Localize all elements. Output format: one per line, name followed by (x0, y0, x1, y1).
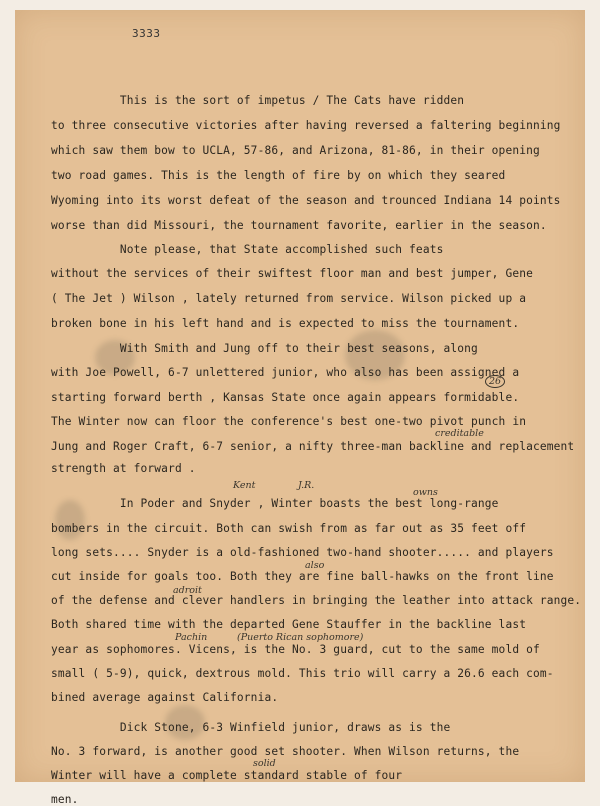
text-line: with Joe Powell, 6-7 unlettered junior, who also has been assigned a (51, 366, 520, 379)
text-line: strength at forward . (51, 462, 196, 475)
text-line: worse than did Missouri, the tournament favorite, earlier in the season. (51, 219, 547, 232)
handwritten-circled-number: 26 (485, 375, 505, 388)
text-line: year as sophomores. Vicens, is the No. 3 guard, cut to the same mold of (51, 643, 540, 656)
text-line: which saw them bow to UCLA, 57-86, and Arizona, 81-86, in their opening (51, 144, 540, 157)
handwritten-annotation: creditable (435, 428, 484, 439)
handwritten-annotation: (Puerto Rican sophomore) (237, 632, 364, 643)
handwritten-annotation: also (305, 560, 325, 571)
text-line: bined average against California. (51, 691, 279, 704)
text-line: In Poder and Snyder , Winter boasts the best long-range (51, 497, 499, 510)
handwritten-annotation: owns (413, 487, 438, 498)
text-line: men. (51, 793, 79, 806)
text-line: ( The Jet ) Wilson , lately returned from service. Wilson picked up a (51, 292, 527, 305)
text-line: The Winter now can floor the conference's best one-two pivot punch in (51, 415, 527, 428)
typewritten-page (15, 10, 585, 806)
text-line: bombers in the circuit. Both can swish from as far out as 35 feet off (51, 522, 527, 535)
text-line: two road games. This is the length of fire by on which they seared (51, 169, 506, 182)
text-line: With Smith and Jung off to their best seasons, along (51, 342, 478, 355)
handwritten-annotation: Kent (233, 480, 256, 491)
text-line: starting forward berth , Kansas State once again appears formidable. (51, 391, 520, 404)
text-line: Wyoming into its worst defeat of the season and trounced Indiana 14 points (51, 194, 561, 207)
text-line: Note please, that State accomplished such feats (51, 243, 444, 256)
text-line: This is the sort of impetus / The Cats have ridden (51, 94, 465, 107)
text-line: Both shared time with the departed Gene Stauffer in the backline last (51, 618, 527, 631)
text-line: cut inside for goals too. Both they are fine ball-hawks on the front line (51, 570, 554, 583)
handwritten-annotation: adroit (173, 585, 202, 596)
handwritten-annotation: J.R. (298, 480, 315, 491)
text-line: broken bone in his left hand and is expected to miss the tournament. (51, 317, 520, 330)
page-number: 3333 (132, 27, 161, 40)
text-line: small ( 5-9), quick, dextrous mold. This trio will carry a 26.6 each com- (51, 667, 554, 680)
handwritten-annotation: solid (253, 758, 276, 769)
text-line: Winter will have a complete standard stable of four (51, 769, 403, 782)
text-line: Dick Stone, 6-3 Winfield junior, draws as is the (51, 721, 451, 734)
text-line: long sets.... Snyder is a old-fashioned two-hand shooter..... and players (51, 546, 554, 559)
text-line: No. 3 forward, is another good set shooter. When Wilson returns, the (51, 745, 520, 758)
text-line: without the services of their swiftest floor man and best jumper, Gene (51, 267, 533, 280)
text-line: of the defense and clever handlers in bringing the leather into attack range. (51, 594, 582, 607)
text-line: to three consecutive victories after having reversed a faltering beginning (51, 119, 561, 132)
text-line: Jung and Roger Craft, 6-7 senior, a nifty three-man backline and replacement (51, 440, 575, 453)
handwritten-annotation: Pachin (175, 632, 208, 643)
